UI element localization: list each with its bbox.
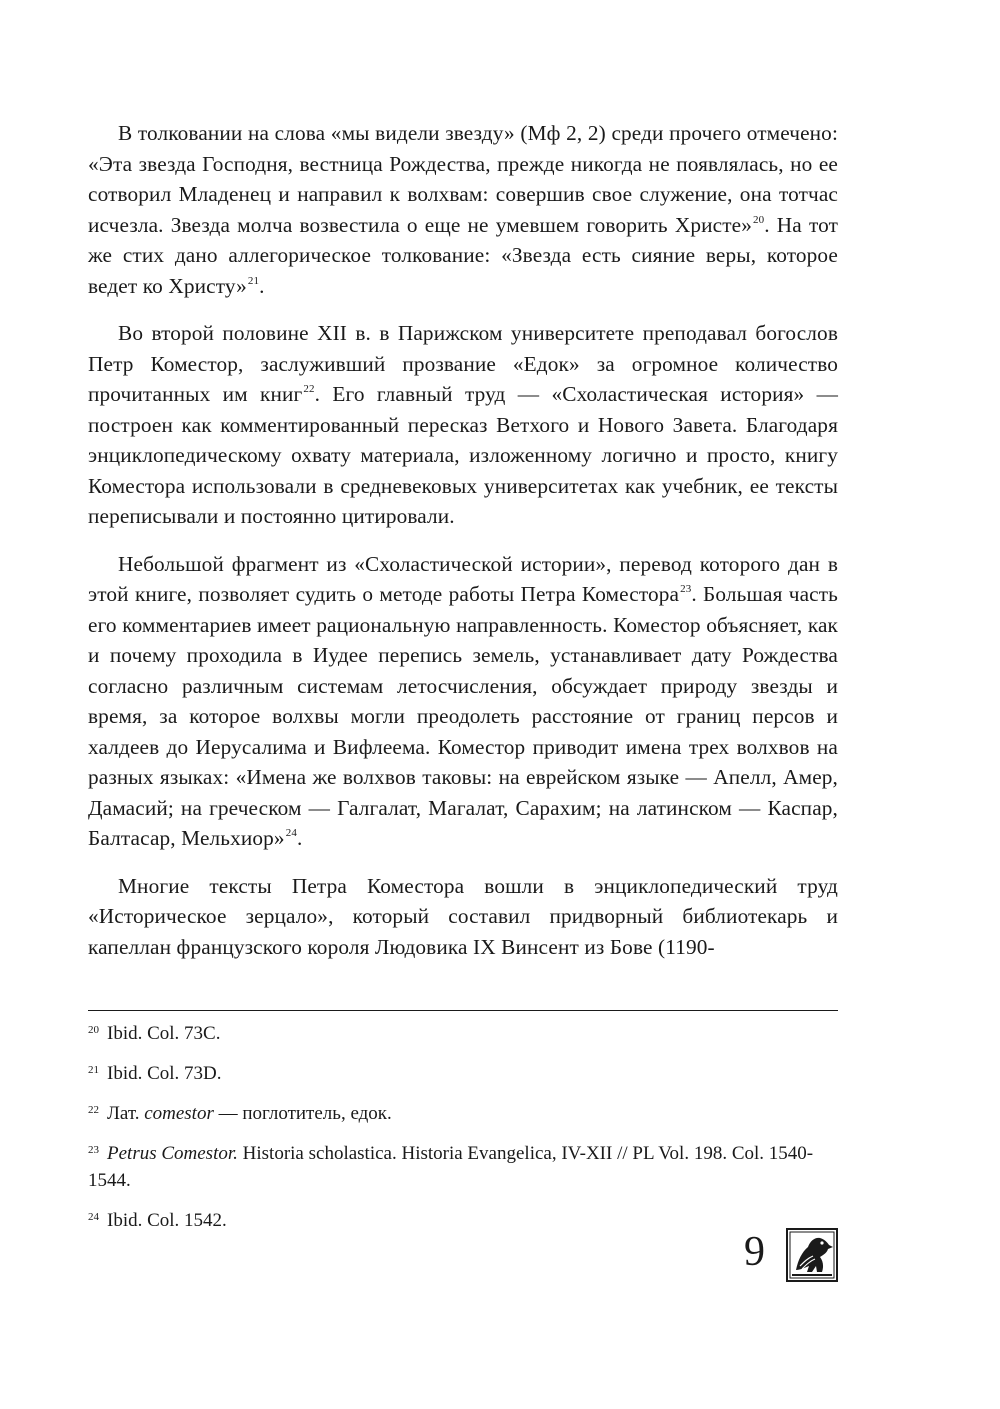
footnote-ref-23[interactable]: 23 (680, 583, 692, 595)
footnote-20: $^{20}$ Ibid. Col. 73C. (88, 1023, 221, 1044)
bird-emblem-icon (786, 1228, 838, 1282)
footnote-number: 23 (88, 1144, 99, 1156)
footnote-number: 20 (88, 1024, 99, 1036)
paragraph-2: Во второй половине XII в. в Парижском университете преподавал богослов Петр Коместор, заслуживший прозвание «Едок» за огромное количество прочитанных им книг$^{22}$. Его главный труд — «Схоластическая история» — построен как комментированный пересказ Ветхого и Нового Завета. Благодаря энциклопедическому охвату материала, изложенному логично и просто, книгу Коместора использовали в средневековых университетах как учебник, ее тексты переписывали и постоянно цитировали. (88, 321, 838, 528)
footnote-divider (88, 1010, 838, 1011)
footnote-21: $^{21}$ Ibid. Col. 73D. (88, 1063, 222, 1084)
footnote-24: $^{24}$ Ibid. Col. 1542. (88, 1210, 227, 1231)
footnotes (88, 1017, 838, 1244)
paragraph-4: Многие тексты Петра Коместора вошли в энциклопедический труд «Историческое зерцало», который составил придворный библиотекарь и капеллан французского короля Людовика IX Винсент из Бове (1190- (88, 873, 838, 959)
footnote-22: $^{22}$ Лат. comestor — поглотитель, едок. (88, 1103, 392, 1124)
footnote-ref-24[interactable]: 24 (285, 827, 297, 839)
page-number: 9 (744, 1229, 765, 1275)
footnote-number: 24 (88, 1211, 99, 1223)
footnote-23: $^{23}$ Petrus Comestor. Historia scholastica. Historia Evangelica, IV-XII // PL Vol. 198. Col. 1540-1544. (88, 1143, 814, 1191)
paragraph-3: Небольшой фрагмент из «Схоластической истории», перевод которого дан в этой книге, позволяет судить о методе работы Петра Коместора$^{23}$. Большая часть его комментариев имеет рациональную направленность. Коместор объясняет, как и почему проходила в Иудее перепись земель, устанавливает дату Рождества согласно различным системам летосчисления, обсуждает природу звезды и время, за которое волхвы могли преодолеть расстояние от границ персов и халдеев до Иерусалима и Вифлеема. Коместор приводит имена трех волхвов на разных языках: «Имена же волхвов таковы: на еврейском языке — Апелл, Амер, Дамасий; на греческом — Галгалат, Магалат, Сарахим; на латинском — Каспар, Балтасар, Мельхиор»$^{24}$. (88, 551, 838, 850)
main-text (88, 118, 838, 979)
footnote-ref-21[interactable]: 21 (247, 274, 260, 287)
footnote-number: 22 (88, 1104, 99, 1116)
paragraph-1: В толковании на слова «мы видели звезду» (Мф 2, 2) среди прочего отмечено: «Эта звезда Господня, вестница Рождества, прежде никогда не появлялась, но ее сотворил Младенец и направил к волхвам: совершив свое служение, она тотчас исчезла. Звезда молча возвестила о еще не умевшем говорить Христе»$^{20}$. На тот же стих дано аллегорическое толкование: «Звезда есть сияние веры, которое ведет ко Христу»$^{21}$. (88, 121, 838, 298)
footnote-ref-22[interactable]: 22 (303, 383, 315, 395)
footnote-ref-20[interactable]: 20 (752, 213, 765, 226)
footnote-number: 21 (88, 1064, 99, 1076)
